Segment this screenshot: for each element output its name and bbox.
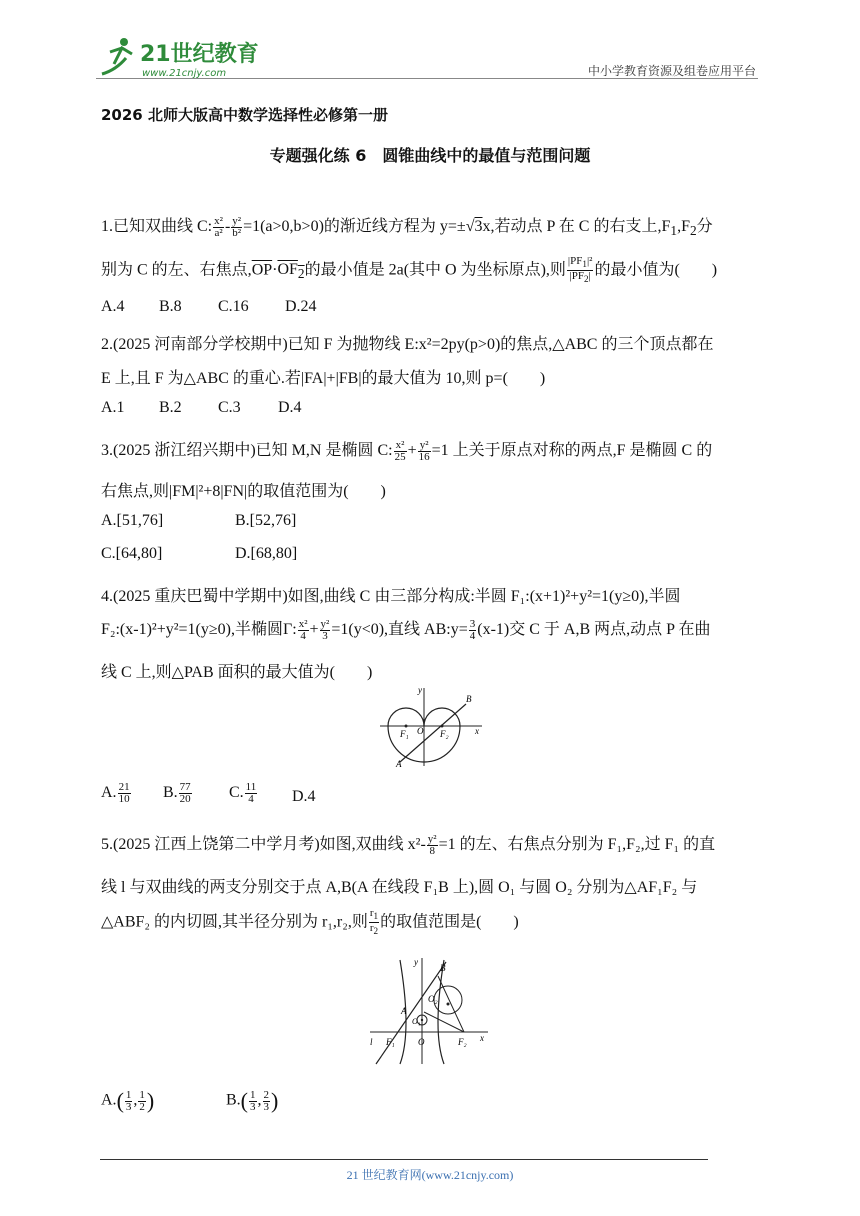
q2-option-a[interactable]: A.1: [101, 399, 125, 416]
fig2-label-b: B: [440, 963, 446, 973]
q4-line3: 线 C 上,则△PAB 面积的最大值为( ): [101, 664, 373, 681]
footer-link[interactable]: 21 世纪教育网(www.21cnjy.com): [346, 1168, 514, 1182]
fraction: $\frac{2}{3}$: [263, 1088, 269, 1113]
q5-figure: [366, 956, 492, 1068]
q3-option-c[interactable]: C.[64,80]: [101, 545, 163, 562]
footer-divider: [100, 1159, 708, 1160]
fig2-label-f2: F₂: [458, 1037, 467, 1047]
book-title: 2026 北师大版高中数学选择性必修第一册: [101, 106, 388, 124]
q3-line1: 3.(2025 浙江绍兴期中)已知 M,N 是椭圆 C: $\frac{\text{x²}}{25}$ + $\frac{\text{y²}}{16}$ =1 上关于原点对称的两点,F 是椭圆 C 的: [101, 438, 713, 463]
q4-line1: 4.(2025 重庆巴蜀中学期中)如图,曲线 C 由三部分构成:半圆 F₁:(x+1)²+y²=1(y≥0),半圆: [101, 588, 681, 605]
fig2-label-l: l: [370, 1037, 373, 1047]
option-letter: A.: [101, 1091, 117, 1109]
option-letter: B.: [226, 1091, 241, 1109]
fig2-label-f1: F₁: [386, 1037, 395, 1047]
fraction: $\frac{\text{x²}}{4}$: [298, 617, 308, 642]
q5-text: 5.(2025 江西上饶第二中学月考)如图,双曲线 x²-: [101, 836, 426, 853]
option-letter: B.: [163, 784, 178, 802]
q2-option-b[interactable]: B.2: [159, 399, 182, 416]
q1-text: x,若动点 P 在 C 的右支上,F: [482, 218, 671, 235]
fraction: $\frac{21}{10}$: [118, 781, 130, 805]
logo: [96, 34, 266, 80]
fig1-label-o: O: [417, 726, 424, 736]
q5-option-b[interactable]: B.( $\frac{1}{3}$ , $\frac{2}{3}$ ): [226, 1088, 279, 1113]
fig1-label-b: B: [466, 694, 472, 704]
q5-line1: [101, 831, 715, 857]
q1-text: 别为 C 的左、右焦点,: [101, 261, 252, 279]
fig1-label-f2: F₂: [440, 729, 449, 739]
q5-text: =1 的左、右焦点分别为 F₁,F₂,过 F₁ 的直: [438, 836, 716, 853]
fraction: $\frac{1}{3}$: [125, 1088, 132, 1113]
fraction: $\frac{\text{y²}}{\text{b²}}$: [232, 214, 242, 239]
q3-option-d[interactable]: D.[68,80]: [235, 545, 298, 562]
q1-option-c[interactable]: C.16: [218, 298, 249, 315]
q4-text: =1(y<0),直线 AB:y=: [331, 621, 468, 638]
q3-option-a[interactable]: A.[51,76]: [101, 512, 164, 529]
fraction: $\frac{\text{x²}}{\text{a²}}$: [214, 214, 223, 239]
q4-option-a[interactable]: [101, 782, 132, 805]
q1-line1: 1.已知双曲线 C: $\frac{\text{x²}}{\text{a²}}$ - $\frac{\text{y²}}{\text{b²}}$ =1(a>0,b>0)的渐近线方程为 y=±√3x,若动点 P 在 C 的右支上$,F_1,F_2$分: [101, 214, 713, 239]
q1-text: 的最小值为( ): [594, 261, 718, 279]
q1-line2: 别为 C 的左、右焦点$,\overline{OP}\cdot OF_2$的最小值是 2a(其中 O 为坐标原点),则 $\frac{|PF_1|^2}{|PF_2|}$ 的最小值为( ): [101, 255, 718, 285]
q1-text: 的最小值是 2a(其中 O 为坐标原点),则: [304, 261, 566, 279]
fig2-label-a: A: [401, 1006, 407, 1016]
q4-option-b[interactable]: [163, 782, 193, 805]
q2-line2: E 上,且 F 为△ABC 的重心.若|FA|+|FB|的最大值为 10,则 p=( ): [101, 370, 546, 387]
q1-text: 1.已知双曲线 C:: [101, 218, 213, 235]
fig2-label-o1: O₁: [412, 1017, 421, 1026]
fraction: $\frac{11}{4}$: [245, 781, 257, 805]
q3-text: =1 上关于原点对称的两点,F 是椭圆 C 的: [431, 442, 713, 459]
fig2-label-x: x: [480, 1033, 484, 1043]
fig2-label-y: y: [414, 957, 418, 967]
section-title: 专题强化练 6 圆锥曲线中的最值与范围问题: [269, 146, 591, 165]
q5-text: △ABF₂ 的内切圆,其半径分别为 r₁,r₂,则: [101, 913, 368, 931]
option-letter: A.: [101, 784, 117, 802]
fig1-label-x: x: [475, 726, 479, 736]
q1-text: ,F: [677, 218, 690, 235]
q5-line3: [101, 908, 519, 937]
fraction: $\frac{1}{3}$: [250, 1088, 256, 1113]
option-letter: C.: [229, 784, 244, 802]
fraction: $\frac{|PF_1|^2}{|PF_2|}$: [567, 255, 593, 285]
fraction: $\frac{\text{y²}}{3}$: [320, 617, 330, 642]
fig1-label-f1: F₁: [400, 729, 409, 739]
q4-line2: F₂:(x-1)²+y²=1(y≥0),半椭圆Γ: $\frac{\text{x²}}{4}$ + $\frac{\text{y²}}{3}$ =1(y<0),直线 AB:y= $\frac{3}{4}$ (x-1)交 C 于 A,B 两点,动点 P 在曲: [101, 617, 711, 642]
q2-line1: 2.(2025 河南部分学校期中)已知 F 为抛物线 E:x²=2py(p>0)的焦点,△ABC 的三个顶点都在: [101, 336, 714, 353]
header-platform-text: 中小学教育资源及组卷应用平台: [587, 64, 756, 78]
logo-url: www.21cnjy.com: [142, 68, 227, 79]
q2-option-d[interactable]: D.4: [278, 399, 302, 416]
fraction: $\frac{\text{y²}}{16}$: [418, 438, 430, 463]
q1-text: 分: [696, 218, 713, 235]
q3-option-b[interactable]: B.[52,76]: [235, 512, 297, 529]
fraction: $\frac{\text{y²}}{8}$: [427, 832, 437, 857]
fraction: $\frac{3}{4}$: [469, 617, 476, 642]
q4-figure: [376, 684, 488, 770]
q3-line2: 右焦点,则|FM|²+8|FN|的取值范围为( ): [101, 483, 386, 500]
q1-text: =1(a>0,b>0)的渐近线方程为 y=±: [243, 218, 466, 235]
q1-option-d[interactable]: D.24: [285, 298, 317, 315]
q4-option-d[interactable]: D.4: [292, 788, 316, 805]
q4-option-c[interactable]: [229, 782, 258, 805]
q2-option-c[interactable]: C.3: [218, 399, 241, 416]
fig2-label-o2: O₂: [428, 994, 438, 1004]
q3-text: 3.(2025 浙江绍兴期中)已知 M,N 是椭圆 C:: [101, 442, 393, 459]
fig2-label-o: O: [418, 1037, 425, 1047]
q5-text: 的取值范围是( ): [380, 913, 519, 931]
q1-option-a[interactable]: A.4: [101, 298, 125, 315]
logo-text: 21世纪教育: [140, 42, 259, 67]
q1-option-b[interactable]: B.8: [159, 298, 182, 315]
fraction: $\frac{r_1}{r_2}$: [369, 907, 379, 937]
fig1-label-a: A: [396, 759, 402, 769]
fig1-label-y: y: [418, 685, 422, 695]
q5-line2: 线 l 与双曲线的两支分别交于点 A,B(A 在线段 F₁B 上),圆 O₁ 与圆 O₂ 分别为△AF₁F₂ 与: [101, 879, 698, 896]
q4-text: (x-1)交 C 于 A,B 两点,动点 P 在曲: [477, 621, 711, 638]
q4-text: F₂:(x-1)²+y²=1(y≥0),半椭圆Γ:: [101, 621, 297, 638]
header-divider: [96, 78, 758, 79]
q5-option-a[interactable]: A.( $\frac{1}{3}$ , $\frac{1}{2}$ ): [101, 1088, 155, 1113]
page-header: [96, 34, 756, 80]
fraction: $\frac{77}{20}$: [179, 781, 191, 805]
fraction: $\frac{1}{2}$: [139, 1088, 145, 1113]
fraction: $\frac{\text{x²}}{25}$: [394, 438, 406, 463]
